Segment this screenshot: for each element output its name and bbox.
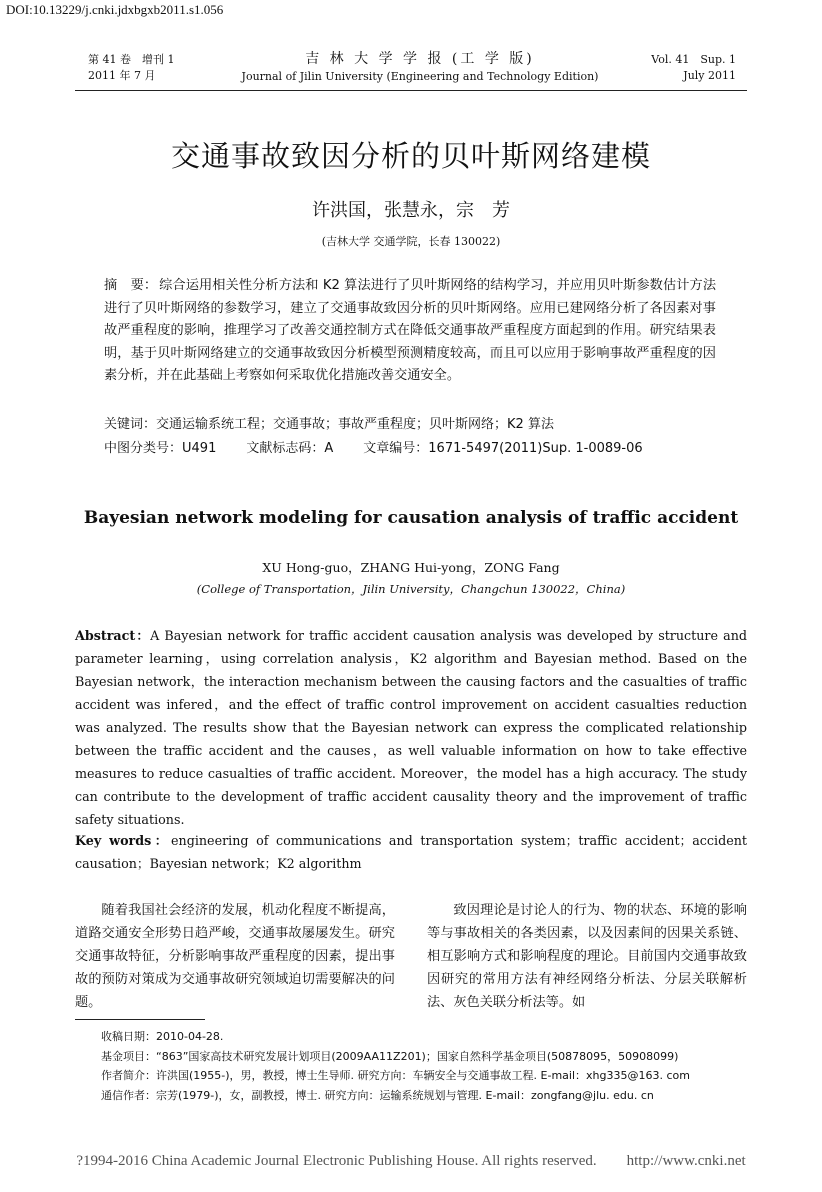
journal-header <box>200 50 640 86</box>
header-volume-en: Vol. 41 Sup. 1 <box>651 53 736 66</box>
affiliation-cn: (吉林大学 交通学院，长春 130022) <box>321 235 501 248</box>
keywords-cn-text: 交通运输系统工程；交通事故；事故严重程度；贝叶斯网络；K2 算法 <box>156 417 554 432</box>
article-number-value: 1671-5497(2011)Sup. 1-0089-06 <box>428 441 643 456</box>
keywords-cn <box>104 413 716 432</box>
clc-value: U491 <box>182 441 217 456</box>
article-title-en: Bayesian network modeling for causation analysis of traffic accident <box>83 508 739 528</box>
clc-label: 中图分类号： <box>104 441 183 456</box>
abstract-cn-text: 综合运用相关性分析方法和 K2 算法进行了贝叶斯网络的结构学习，并应用贝叶斯参数估计方法进行了贝叶斯网络的参数学习，建立了交通事故致因分析的贝叶斯网络。应用已建网络分析了各因素对事故严重程度的影响，推理学习了改善交通控制方式在降低交通事故严重程度方面起到的作用。研究结果表明，基于贝叶斯网络建立的交通事故致因分析模型预测精度较高，而且可以应用于影响事故严重程度的因素分析，并在此基础上考察如何采取优化措施改善交通安全。 <box>104 278 717 383</box>
journal-name-en: Journal of Jilin University (Engineering and Technology Edition) <box>241 70 599 83</box>
footnote-funding: 基金项目：“863”国家高技术研究发展计划项目(2009AA11Z201)；国家自然科学基金项目(50878095，50908099) <box>101 1049 679 1063</box>
body-column-left <box>75 899 395 1014</box>
header-date: 2011 年 7 月 <box>88 69 156 82</box>
footnote-received: 收稿日期：2010-04-28. <box>101 1030 224 1043</box>
abstract-en-text: A Bayesian network for traffic accident causation analysis was developed by structure and parameter learning，using correlation analysis，K2 algorithm and Bayesian method. Based on the Bayesian network，the interaction mechanism between the causing factors and the casualties of traffic accident was infered，and the effect of traffic control improvement on accident casualties reduction was analyzed. The results show that the Bayesian network can express the complicated relationship between the traffic accident and the causes，as well valuable information on how to take effective measures to reduce casualties of traffic accident. Moreover，the model has a high accuracy. The study can contribute to the development of traffic accident causality theory and the improvement of traffic safety situations. <box>75 628 747 827</box>
keywords-en <box>75 829 747 875</box>
doc-code-value: A <box>324 441 334 456</box>
keywords-cn-label: 关键词： <box>104 417 157 432</box>
authors-cn: 许洪国，张慧永，宗 芳 <box>312 200 510 221</box>
header-volume-info <box>88 52 175 84</box>
doc-code-label: 文献标志码： <box>246 441 325 456</box>
keywords-en-label: Key words： <box>75 833 172 848</box>
footnote-rule <box>75 1019 205 1020</box>
article-title-cn: 交通事故致因分析的贝叶斯网络建模 <box>170 139 651 173</box>
header-rule <box>75 90 747 91</box>
copyright-notice: ?1994-2016 China Academic Journal Electronic Publishing House. All rights reserved. http://www.cnki.net <box>76 1153 746 1169</box>
abstract-cn <box>104 275 716 388</box>
body-paragraph-right: 致因理论是讨论人的行为、物的状态、环境的影响等与事故相关的各类因素，以及因素间的因果关系链、相互影响方式和影响程度的理论。目前国内交通事故致因研究的常用方法有神经网络分析法、分层关联解析法、灰色关联分析法等。如 <box>427 903 747 1010</box>
affiliation-en: (College of Transportation，Jilin University，Changchun 130022，China) <box>196 582 626 596</box>
footnote-author-bio: 作者简介：许洪国(1955-)，男，教授，博士生导师. 研究方向：车辆安全与交通事故工程. E-mail：xhg335@163. com <box>101 1069 690 1083</box>
footnote-corresponding: 通信作者：宗芳(1979-)，女，副教授，博士. 研究方向：运输系统规划与管理. E-mail：zongfang@jlu. edu. cn <box>101 1089 654 1103</box>
header-date-en: July 2011 <box>683 69 736 82</box>
abstract-en-label: Abstract： <box>75 628 151 643</box>
body-column-right <box>427 899 747 1014</box>
abstract-en <box>75 624 747 831</box>
article-number-label: 文章编号： <box>363 441 429 456</box>
footnotes <box>101 1027 761 1106</box>
classification-line <box>104 437 744 456</box>
doi-label: DOI:10.13229/j.cnki.jdxbgxb2011.s1.056 <box>6 2 224 17</box>
header-volume-info-en <box>651 52 736 84</box>
keywords-en-text: engineering of communications and transportation system；traffic accident；accident causation；Bayesian network；K2 algorithm <box>75 833 747 871</box>
body-paragraph-left: 随着我国社会经济的发展，机动化程度不断提高，道路交通安全形势日趋严峻，交通事故屡屡发生。研究交通事故特征，分析影响事故严重程度的因素，提出事故的预防对策成为交通事故研究领域迫切需要解决的问题。 <box>75 903 395 1010</box>
abstract-cn-label: 摘 要： <box>104 278 158 293</box>
authors-en: XU Hong-guo，ZHANG Hui-yong，ZONG Fang <box>262 560 560 575</box>
header-volume: 第 41 卷 增刊 1 <box>88 53 175 66</box>
journal-name-cn: 吉 林 大 学 学 报 (工 学 版) <box>305 51 535 67</box>
